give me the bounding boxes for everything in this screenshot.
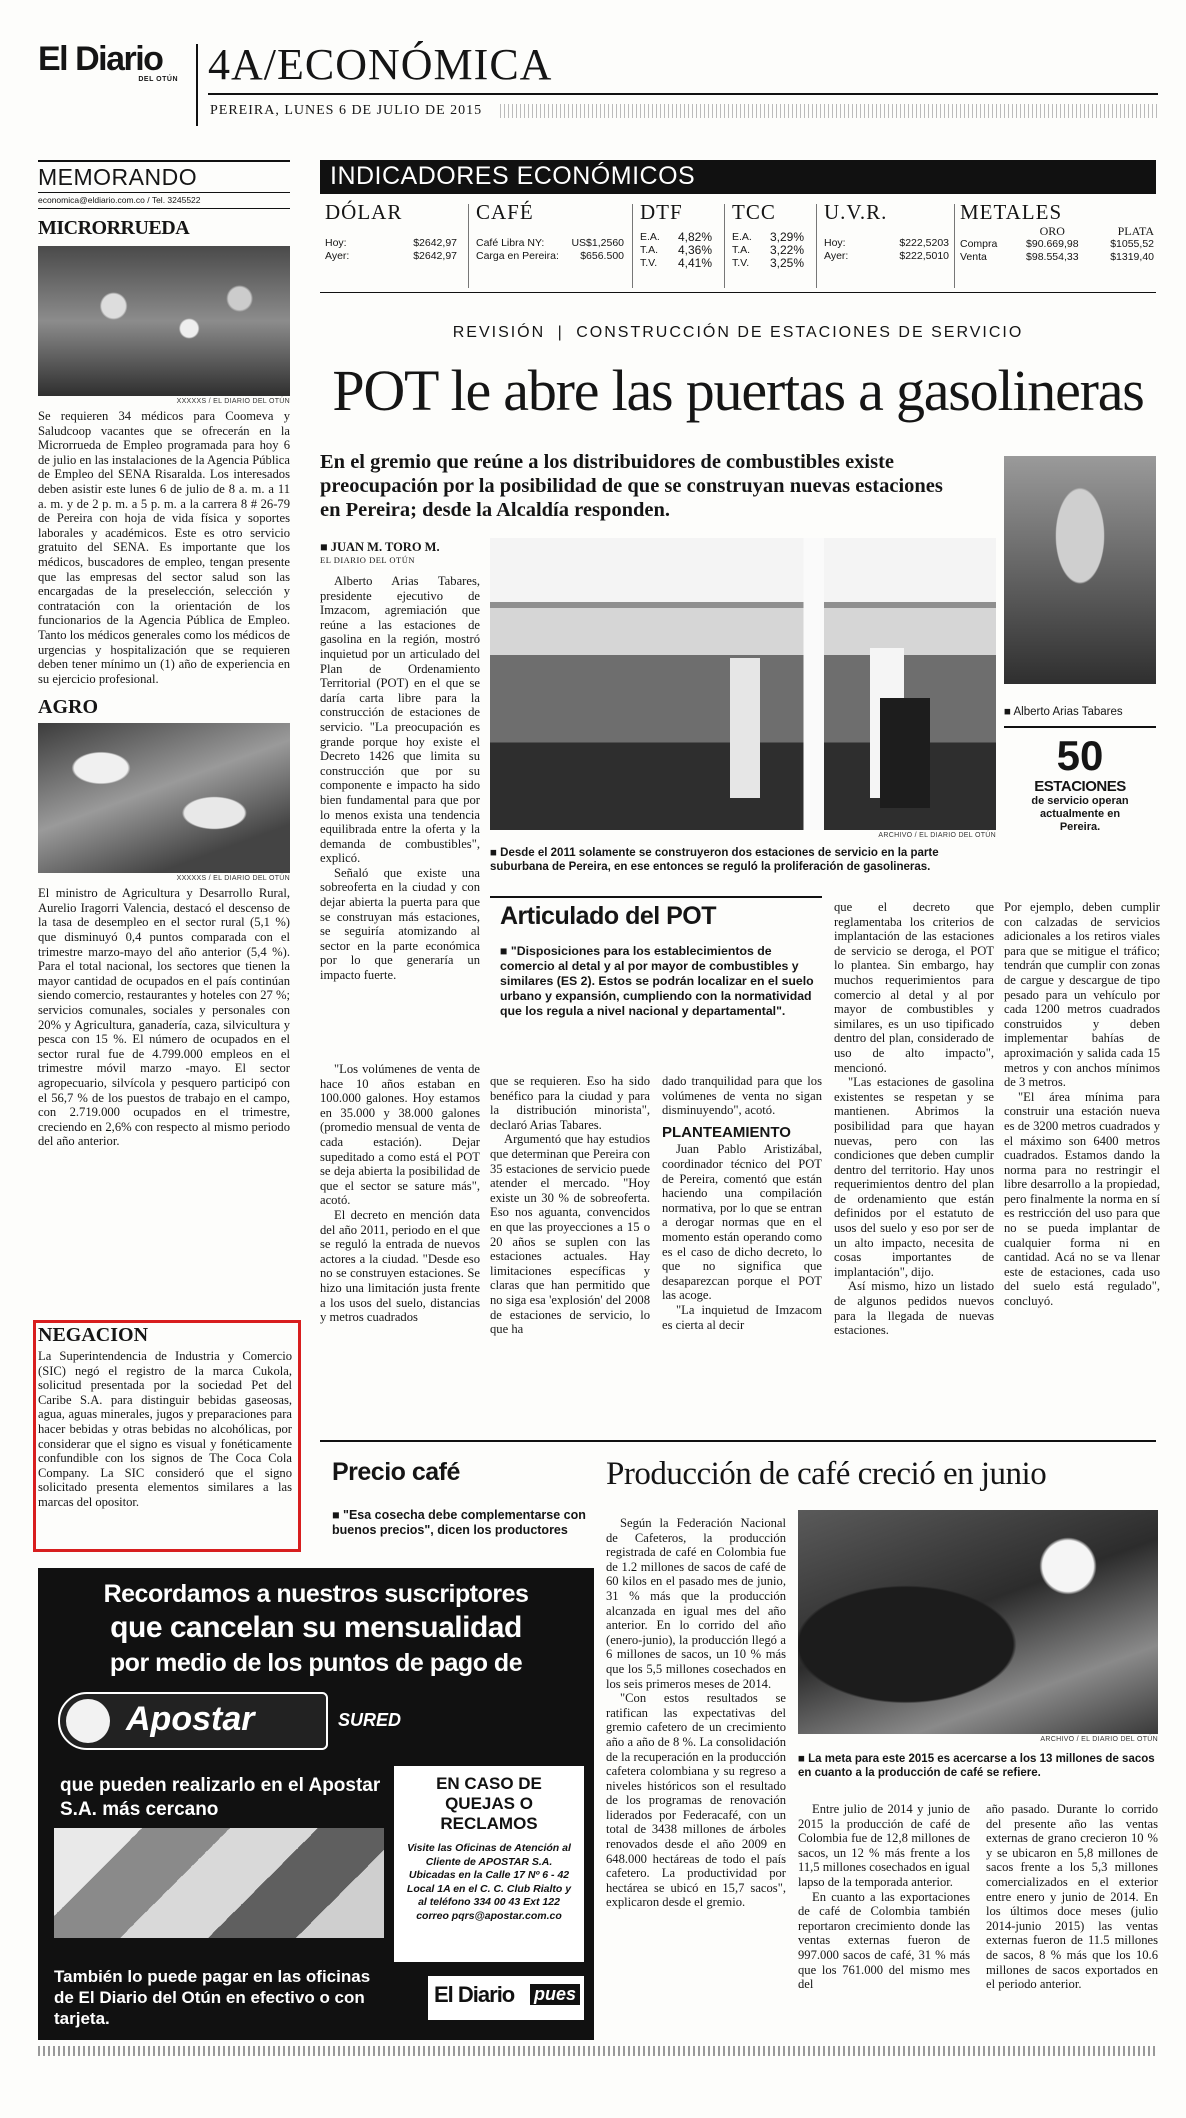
- main-col6-p1: Por ejemplo, deben cumplir con calzadas de servicios adicionales a los retiros viales para que se mitigue el tráfico; tendrán que cumplir con zonas de cargue y descargue de tipo pesado para un vehículo por cada 1200 metros cuadrados construidos y deben implementar bahías de aproximación y salida cada 15 metros y con anchos mínimos de 3 metros.: [1004, 900, 1160, 1090]
- planteamiento-title: PLANTEAMIENTO: [662, 1123, 791, 1141]
- cafe-indicator-block: [476, 200, 626, 263]
- gas-photo-caption: ■ Desde el 2011 solamente se construyeron dos estaciones de servicio en la parte suburbana de Pereira, en ese entonces se reguló la proliferación de gasolineras.: [490, 847, 939, 873]
- main-col2-p1: "Los volúmenes de venta de hace 10 años estaban en 100.000 galones. Hoy estamos en 35.000 y 38.000 galones (promedio mensual de venta de cada estación). Dejar supeditado a como está el POT se deja abierta la posibilidad de que el sector se sature más", acotó.: [320, 1062, 480, 1208]
- main-col5-p2: "Las estaciones de gasolina existentes se respetan y se mantienen. Abrimos la posibilidad para que hayan nuevas, pero con las condiciones que deben cumplir dentro del territorio. Hay unos requerimientos dentro del plan de ordenamiento que están definidos por el estatuto de usos del suelo y eso por ser de un alto impacto, necesita de cosas importantes de implantación", dijo.: [834, 1075, 994, 1279]
- microrrueda-photo: [38, 246, 290, 396]
- stat-rule: [1004, 726, 1156, 728]
- oro-compra: $90.669,98: [1026, 238, 1079, 250]
- negacion-title: NEGACION: [38, 1324, 149, 1346]
- main-col1-p1: Alberto Arias Tabares, presidente ejecutivo de Imzacom, agremiación que reúne a las estaciones de gasolina en la región, mostró inquietud por un articulado del Plan de Ordenamiento Territorial (POT) en el que se daría carta libre para la construcción de estaciones de servicio. "La preocupación es grande porque hoy existe el Decreto 1426 que limita su construcción que por su componente e impacto ha sido bien fundamental para que por lo menos exista una tendencia equilibrada entre la oferta y la demanda de combustibles", explicó.: [320, 574, 480, 866]
- logo-text: El Diario: [38, 40, 163, 78]
- article-kicker: REVISIÓN | CONSTRUCCIÓN DE ESTACIONES DE SERVICIO: [452, 324, 1024, 341]
- dolar-ayer-label: Ayer:: [325, 250, 350, 262]
- gas-photo-caption-text: Desde el 2011 solamente se construyeron dos estaciones de servicio en la parte suburbana de Pereira, en ese entonces se reguló la proliferación de gasolineras.: [490, 847, 939, 873]
- portrait-photo: [1004, 456, 1156, 684]
- indicadores-title: INDICADORES ECONÓMICOS: [330, 162, 696, 190]
- plata-venta: $1319,40: [1110, 251, 1154, 263]
- main-col3-p2: Argumentó que hay estudios que determinan que Pereira con 35 estaciones de servicio puede atender el mercado. "Hoy existe un 30 % de sobreoferta. Eso nos aguanta, convencidos en que las proyecciones a 15 o 20 años se suplen con las estaciones actuales. Hay limitaciones específicas y claras que han permitido que no siga esa 'explosión' del 2008 de estaciones de servicio, lo que ha: [490, 1132, 650, 1337]
- cafe-col1-p1: Según la Federación Nacional de Cafeteros, la producción registrada de café en Colombia fue de 1.2 millones de sacos de café de 60 kilos en el pasado mes de junio, 31 % más que la producción alcanzada en igual mes del año anterior. En lo corrido del año (enero-junio), la producción llegó a 6 millones de sacos, un 10 % más que los 5,5 millones cosechados en los seis primeros meses de 2014.: [606, 1516, 786, 1691]
- agro-photo: [38, 723, 290, 873]
- cafe-pereira-value: $656.500: [580, 250, 624, 262]
- cafe-top-rule: [320, 1440, 1156, 1442]
- main-col5-p1: que el decreto que reglamentaba los criterios de implantación de las estaciones de servicio se deroga, el POT lo plantea. Sin embargo, hay muchos requerimientos para comercio al detal y al por mayor de combustibles y similares, es un uso tipificado dentro del plan, considerado de uso de alto impacto", mencionó.: [834, 900, 994, 1075]
- byline: ■ JUAN M. TORO M. EL DIARIO DEL OTÚN: [320, 540, 480, 565]
- negacion-text: La Superintendencia de Industria y Comercio (SIC) negó el registro de la marca Cukola, solicitud presentada por la sociedad Pet del Caribe S.A. para distinguir bebidas gaseosas, agua, aguas minerales, jugos y preparaciones para hacer bebidas y otras bebidas no alcohólicas, por considerar que el signo es visual y fonéticamente confundible con los signos de The Coca Cola Company. La SIC consideró que el signo solicitado presenta elementos similares a las marcas del opositor.: [38, 1349, 292, 1509]
- cafe-col1-p2: "Con estos resultados se ratifican las expectativas del gremio cafetero de un crecimiento año a año de 8 %. La consolidación de la recuperación en la producción cafetera colombiana y su regreso a niveles históricos son el resultado de los programas de renovación liderados por Federacafé, con un total de 3438 millones de árboles renovados desde el año 2009 en 648.000 hectáreas de todo el país cafetero. La productividad por hectárea se ubicó en 15,7 sacos", explicaron desde el gremio.: [606, 1691, 786, 1910]
- kicker-b: CONSTRUCCIÓN DE ESTACIONES DE SERVICIO: [576, 324, 1024, 341]
- quejas-text: Visite las Oficinas de Atención al Cliente de APOSTAR S.A. Ubicadas en la Calle 17 Nº 6 - 42 Local 1A en el C. C. Club Rialto y al teléfono 334 00 43 Ext 122 correo pqrs@apostar.com.co: [406, 1842, 572, 1922]
- cafe-heading: CAFÉ: [476, 200, 534, 224]
- main-col4-p3: "La inquietud de Imzacom es cierta al decir: [662, 1302, 822, 1332]
- sured-brand: SURED: [338, 1710, 402, 1730]
- quejas-box: [394, 1766, 584, 1962]
- indicadores-header: [320, 160, 1156, 192]
- stat-number: 50: [1056, 732, 1104, 779]
- masthead-rule: [208, 93, 1158, 95]
- plata-compra: $1055,52: [1110, 238, 1154, 250]
- stat-desc: de servicio operan actualmente en Pereira.: [1031, 795, 1129, 833]
- dtf-block: [640, 200, 720, 270]
- cafe-pereira-label: Carga en Pereira:: [476, 250, 559, 262]
- dtf-heading: DTF: [640, 200, 683, 224]
- main-col3: [490, 1074, 650, 1337]
- section-name: ECONÓMICA: [277, 40, 553, 89]
- tcc-heading: TCC: [732, 200, 776, 224]
- metales-heading: METALES: [960, 200, 1063, 224]
- dtf-ta-value: 4,36%: [677, 243, 712, 257]
- articulado-rule: [490, 896, 822, 898]
- microrrueda-title: MICRORRUEDA: [38, 217, 190, 239]
- ad-bottom-line2: de El Diario del Otún en efectivo o con tarjeta.: [54, 1988, 365, 2028]
- byline-org: EL DIARIO DEL OTÚN: [320, 555, 416, 565]
- cafe-ny-label: Café Libra NY:: [476, 237, 545, 249]
- articulado-quote: ■ "Disposiciones para los establecimientos de comercio al detal y al por mayor de combustibles y similares (ES 2). Estos se podrán localizar en el suelo urbano y expansión, cumpliendo con la normatividad que los regula a nivel nacional y departamental".: [500, 944, 814, 1018]
- articulado-quote-text: "Disposiciones para los establecimientos de comercio al detal y al por mayor de combustibles y similares (ES 2). Estos se podrán localizar en el suelo urbano y expansión, cumpliendo con la normatividad que los regula a nivel nacional y departamental".: [500, 944, 814, 1018]
- footer-rule: [38, 2046, 1158, 2056]
- memorando-column: [38, 160, 290, 1149]
- page-number: 4A/: [208, 40, 277, 89]
- dtf-ta-label: T.A.: [640, 244, 659, 256]
- cafe-col1: [606, 1516, 786, 1910]
- newspapers-image: [54, 1828, 384, 1938]
- logo-subtext: DEL OTÚN: [138, 76, 178, 83]
- oro-venta: $98.554,33: [1026, 251, 1079, 263]
- ind-divider: [954, 204, 955, 288]
- main-col5: [834, 900, 994, 1338]
- uvr-block: [824, 200, 954, 263]
- cafe-col2-p2: En cuanto a las exportaciones de café de Colombia también reportaron crecimiento donde las ventas externas fueron de 997.000 sacos de café, 31 % más que los 761.000 del mismo mes del: [798, 1889, 970, 1992]
- agro-credit: XXXXXS / EL DIARIO DEL OTÚN: [176, 875, 290, 883]
- ad-line2: que cancelan su mensualidad: [110, 1611, 522, 1644]
- oro-heading: ORO: [1039, 224, 1065, 238]
- apostar-ad: [38, 1568, 594, 2040]
- agro-title: AGRO: [38, 696, 98, 719]
- agro-text: El ministro de Agricultura y Desarrollo Rural, Aurelio Iragorri Valencia, destacó el descenso de la tasa de desempleo en el sector rural (5,1 %) que disminuyó 0,4 puntos comparada con el trimestre marzo-mayo del año anterior (5,4 %). Para el total nacional, los sectores que tienen la mayor cantidad de ocupados en el país continúan siendo comercio, restaurantes y hoteles con 27 %; servicios comunales, sociales y personales con 20% y Agricultura, ganadería, caza, silvicultura y pesca con 15 %. El número de ocupados en el sector rural fue de 4.799.000 empleos en el trimestre móvil marzo -mayo. El sector agropecuario, silvícola y pesquero participó con el 56,7 % de los puestos de trabajo en el campo, con 2.719.000 ocupados en el trimestre, creciendo en 2,6% con respecto al mismo periodo del año anterior.: [38, 886, 290, 1149]
- uvr-hoy-value: $222,5203: [899, 237, 949, 249]
- dtf-tv-value: 4,41%: [677, 256, 712, 270]
- ad-line3: por medio de los puntos de pago de: [109, 1649, 523, 1677]
- cafe-col3: [986, 1802, 1158, 1992]
- memorando-contact: economica@eldiario.com.co / Tel. 3245522: [38, 195, 201, 205]
- main-col4-p1: dado tranquilidad para que los volúmenes de venta no sigan disminuyendo", acotó.: [662, 1074, 822, 1118]
- main-col5-p3: Así mismo, hizo un listado de algunos pedidos nuevos para la llegada de nuevas estaciones.: [834, 1279, 994, 1338]
- tcc-tv-value: 3,25%: [769, 256, 804, 270]
- stat-label: ESTACIONES: [1034, 778, 1126, 795]
- precio-cafe-title: Precio café: [332, 1458, 460, 1486]
- main-col2-p2: El decreto en mención data del año 2011, periodo en el que se reguló la entrada de nuevos actores a la ciudad. "Desde eso no se construyen estaciones. Se hizo una limitación justa frente a los usos del suelo, distancias y metros cuadrados: [320, 1207, 480, 1325]
- cafe-photo-caption: ■ La meta para este 2015 es acercarse a los 13 millones de sacos en cuanto a la producción de café se refiere.: [798, 1753, 1155, 1779]
- cafe-ny-value: US$1,2560: [571, 237, 624, 249]
- portrait-caption-text: Alberto Arias Tabares: [1013, 706, 1123, 718]
- gas-station-photo: [490, 538, 996, 830]
- memorando-title: MEMORANDO: [38, 164, 198, 190]
- main-col4: [662, 1074, 822, 1332]
- apostar-brand: Apostar: [126, 1700, 255, 1738]
- gas-photo-credit: ARCHIVO / EL DIARIO DEL OTÚN: [878, 832, 996, 839]
- station-column: [730, 658, 760, 798]
- tcc-ea-value: 3,29%: [769, 230, 804, 244]
- ad-bottom-line1: También lo puede pagar en las oficinas: [54, 1967, 371, 1986]
- cafe-photo-caption-text: La meta para este 2015 es acercarse a los 13 millones de sacos en cuanto a la producción de café se refiere.: [798, 1753, 1155, 1779]
- main-col1-p2: Señaló que existe una sobreoferta en la ciudad y con dejar abierta la puerta para que se construyan más estaciones, se seguiría atomizando al sector en la parte económica por lo que generaría un impacto fuerte.: [320, 865, 480, 983]
- apostar-logo: [58, 1692, 328, 1750]
- uvr-heading: U.V.R.: [824, 200, 888, 224]
- apostar-logo-icon: [66, 1699, 110, 1743]
- indicadores-bottom-rule: [320, 292, 1156, 293]
- ind-divider: [816, 204, 817, 288]
- dolar-ayer-value: $2642,97: [413, 250, 457, 262]
- dolar-hoy-value: $2642,97: [413, 237, 457, 249]
- main-col3-p1: que se requieren. Eso ha sido benéfico para la ciudad y para la distribución minorista", declaró Arias Tabares.: [490, 1074, 650, 1132]
- tcc-ea-label: E.A.: [732, 231, 752, 243]
- microrrueda-text: Se requieren 34 médicos para Coomeva y Saludcoop vacantes que se ofrecerán en la Microrrueda de Empleo programada para hoy 6 de julio en las instalaciones de la Agencia Pública de Empleo del SENA Risaralda. Los interesados deben asistir este lunes 6 de julio de 8 a. m. a 11 a. m. y de 2 p. m. a 5 p. m. a la carrera 8 # 26-79 de Pereira con hoja de vida física y soportes laborales y académicos. Este es otro servicio gratuito del SENA. Es importante que los médicos, buscadores de empleo, tengan presente que las empresas del sector salud son las encargadas de la preselección, selección y contratación con la orientación de los funcionarios de la Agencia Pública de Empleo. Tanto los médicos generales como los médicos de urgencias y hospitalización que se requieren deben tener mínimo un (1) año de experiencia en su ejercicio profesional.: [38, 409, 290, 686]
- quejas-title: EN CASO DE QUEJAS O RECLAMOS: [436, 1774, 542, 1833]
- main-col6-p2: "El área mínima para construir una estación nueva es de 3200 metros cuadrados y el máximo son 6400 metros cuadrados. Estamos dando la norma para no restringir el libre desarrollo a la propiedad, pero finalmente la norma en sí es restricción del uso para que no se pueda implantar de cualquier forma ni en cantidad. Acá no se va llenar este de estaciones, cada uso del suelo está regulado", concluyó.: [1004, 1089, 1160, 1309]
- fuel-pump: [880, 698, 930, 808]
- plata-heading: PLATA: [1117, 224, 1154, 238]
- masthead-texture: [500, 104, 1158, 118]
- precio-cafe-quote-text: "Esa cosecha debe complementarse con buenos precios", dicen los productores: [332, 1508, 586, 1537]
- ad-bottom: [54, 1966, 414, 2029]
- ad-logo-eldiario: El Diario: [434, 1982, 515, 2007]
- cafe-col2-p1: Entre julio de 2014 y junio de 2015 la producción de café de Colombia fue de 12,8 millones de sacos, un 12 % más frente a los 11,5 millones cosechados en igual lapso de la temporada anterior.: [798, 1802, 970, 1889]
- kicker-a: REVISIÓN: [452, 324, 546, 341]
- dolar-block: [325, 200, 465, 263]
- tcc-tv-label: T.V.: [732, 257, 750, 269]
- main-headline: POT le abre las puertas a gasolineras: [332, 358, 1144, 423]
- masthead-divider: [196, 44, 198, 126]
- uvr-hoy-label: Hoy:: [824, 237, 846, 249]
- ind-divider: [468, 204, 469, 288]
- masthead-logo: [38, 42, 178, 83]
- cafe-col2: [798, 1802, 970, 1992]
- tcc-ta-value: 3,22%: [769, 243, 804, 257]
- main-col4-p2: Juan Pablo Aristizábal, coordinador técnico del POT de Pereira, comentó que están haciendo una compilación normativa, por lo que se entran a derogar normas que en el momento están operando como es el caso de dicho decreto, lo que no significa que desaparezcan porque el POT las acoge.: [662, 1142, 822, 1303]
- tcc-ta-label: T.A.: [732, 244, 751, 256]
- tcc-block: [732, 200, 812, 270]
- stat-box: [1004, 734, 1156, 834]
- dateline: PEREIRA, LUNES 6 DE JULIO DE 2015: [210, 103, 483, 118]
- byline-name: JUAN M. TORO M.: [330, 540, 440, 554]
- ind-divider: [724, 204, 725, 288]
- main-deck: En el gremio que reúne a los distribuidores de combustibles existe preocupación por la posibilidad de que se construyan nuevas estaciones en Pereira; desde la Alcaldía responden.: [320, 451, 943, 521]
- ad-logos: [428, 1976, 584, 2020]
- ad-line4: que pueden realizarlo en el Apostar S.A. más cercano: [60, 1775, 381, 1820]
- cafe-headline: Producción de café creció en junio: [606, 1456, 1047, 1492]
- main-col1: [320, 574, 480, 983]
- cafe-photo-credit: ARCHIVO / EL DIARIO DEL OTÚN: [1040, 1736, 1158, 1743]
- dtf-tv-label: T.V.: [640, 257, 658, 269]
- metales-block: [960, 200, 1156, 264]
- venta-label: Venta: [960, 251, 987, 263]
- cafe-col3-p1: año pasado. Durante lo corrido del presente año las ventas externas de grano crecieron 10 % y se ubicaron en 5,8 millones de sacos frente a los 5,3 millones comercializados en el exterior entre enero y junio de 2014. En los últimos doce meses (julio 2014-junio 2015) las ventas externas fueron de 11.5 millones de sacos, 8 % más que los 10.6 millones de sacos exportados en el periodo anterior.: [986, 1802, 1158, 1992]
- articulado-title: Articulado del POT: [500, 902, 717, 930]
- cafe-photo: [798, 1510, 1158, 1734]
- dolar-hoy-label: Hoy:: [325, 237, 347, 249]
- dtf-ea-label: E.A.: [640, 231, 660, 243]
- dolar-heading: DÓLAR: [325, 200, 403, 224]
- main-col6: [1004, 900, 1160, 1309]
- microrrueda-credit: XXXXXS / EL DIARIO DEL OTÚN: [176, 398, 290, 405]
- compra-label: Compra: [960, 238, 998, 250]
- main-col2: [320, 1062, 480, 1325]
- ad-line1: Recordamos a nuestros suscriptores: [103, 1580, 529, 1608]
- ad-logo-pues: pues: [530, 1984, 580, 2005]
- negacion-block: [38, 1324, 292, 1510]
- precio-cafe-quote: ■ "Esa cosecha debe complementarse con buenos precios", dicen los productores: [332, 1508, 586, 1537]
- section-header: [208, 40, 552, 90]
- uvr-ayer-value: $222,5010: [899, 250, 949, 262]
- dtf-ea-value: 4,82%: [677, 230, 712, 244]
- portrait-caption: ■ Alberto Arias Tabares: [1004, 706, 1123, 718]
- uvr-ayer-label: Ayer:: [824, 250, 849, 262]
- ind-divider: [632, 204, 633, 288]
- indicadores-rule: [320, 192, 1156, 194]
